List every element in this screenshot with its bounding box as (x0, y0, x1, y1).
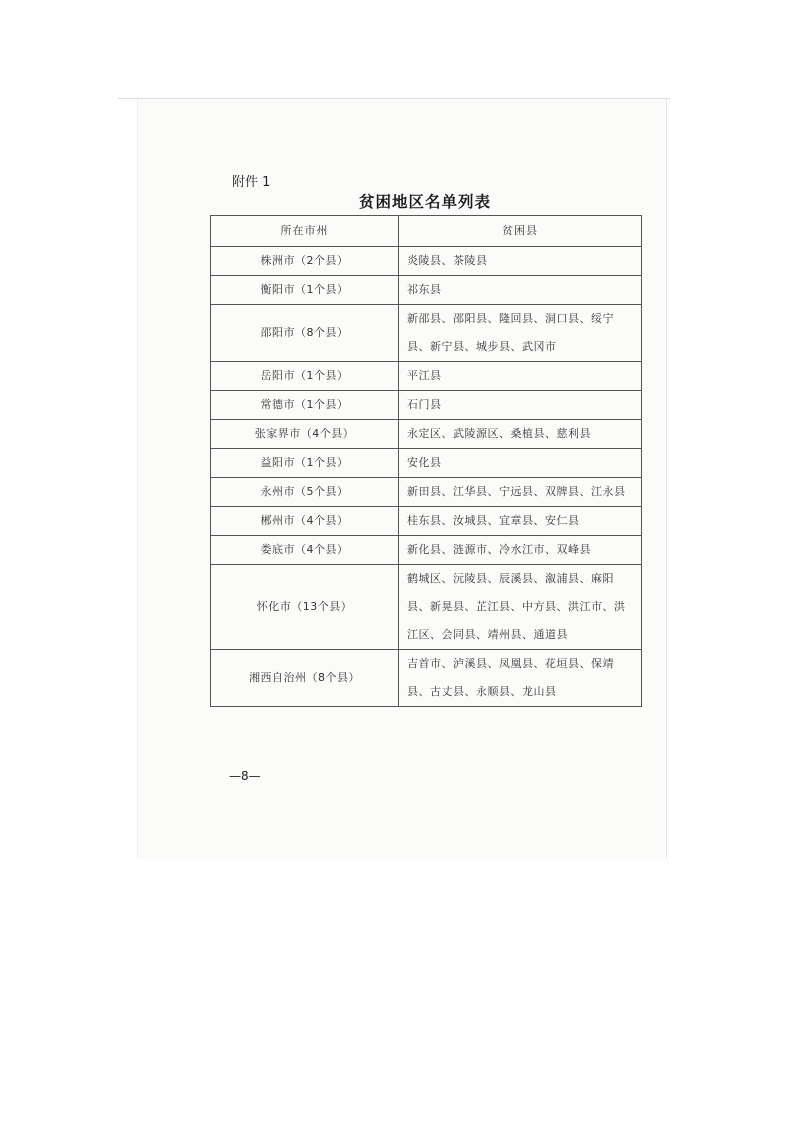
table-row (211, 276, 642, 305)
table-row (211, 565, 642, 650)
poverty-county-table (210, 215, 642, 707)
city-cell: 张家界市（4个县） (211, 420, 399, 449)
header-counties: 贫困县 (399, 216, 642, 247)
city-cell: 衡阳市（1个县） (211, 276, 399, 305)
counties-cell: 平江县 (399, 362, 642, 391)
city-cell: 永州市（5个县） (211, 478, 399, 507)
city-cell: 株洲市（2个县） (211, 247, 399, 276)
table-row (211, 305, 642, 362)
counties-cell: 石门县 (399, 391, 642, 420)
counties-cell: 安化县 (399, 449, 642, 478)
counties-cell: 新邵县、邵阳县、隆回县、洞口县、绥宁县、新宁县、城步县、武冈市 (399, 305, 642, 362)
table-header-row (211, 216, 642, 247)
counties-cell: 新化县、涟源市、冷水江市、双峰县 (399, 536, 642, 565)
table-row (211, 536, 642, 565)
counties-cell: 炎陵县、茶陵县 (399, 247, 642, 276)
table-row (211, 247, 642, 276)
city-cell: 湘西自治州（8个县） (211, 650, 399, 707)
city-cell: 常德市（1个县） (211, 391, 399, 420)
city-cell: 怀化市（13个县） (211, 565, 399, 650)
table-row (211, 449, 642, 478)
counties-cell: 祁东县 (399, 276, 642, 305)
counties-cell: 永定区、武陵源区、桑植县、慈利县 (399, 420, 642, 449)
city-cell: 益阳市（1个县） (211, 449, 399, 478)
city-cell: 岳阳市（1个县） (211, 362, 399, 391)
table-row (211, 507, 642, 536)
city-cell: 娄底市（4个县） (211, 536, 399, 565)
document-title: 贫困地区名单列表 (358, 192, 491, 211)
city-cell: 邵阳市（8个县） (211, 305, 399, 362)
attachment-label: 附件 1 (232, 175, 271, 190)
city-cell: 郴州市（4个县） (211, 507, 399, 536)
header-city: 所在市州 (211, 216, 399, 247)
counties-cell: 桂东县、汝城县、宜章县、安仁县 (399, 507, 642, 536)
table-row (211, 478, 642, 507)
counties-cell: 新田县、江华县、宁远县、双牌县、江永县 (399, 478, 642, 507)
table-row (211, 420, 642, 449)
counties-cell: 吉首市、泸溪县、凤凰县、花垣县、保靖县、古丈县、永顺县、龙山县 (399, 650, 642, 707)
table-row (211, 362, 642, 391)
page-number: —8— (229, 769, 261, 783)
counties-cell: 鹤城区、沅陵县、辰溪县、溆浦县、麻阳县、新晃县、芷江县、中方县、洪江市、洪江区、会同县、靖州县、通道县 (399, 565, 642, 650)
table-row (211, 391, 642, 420)
table-row (211, 650, 642, 707)
